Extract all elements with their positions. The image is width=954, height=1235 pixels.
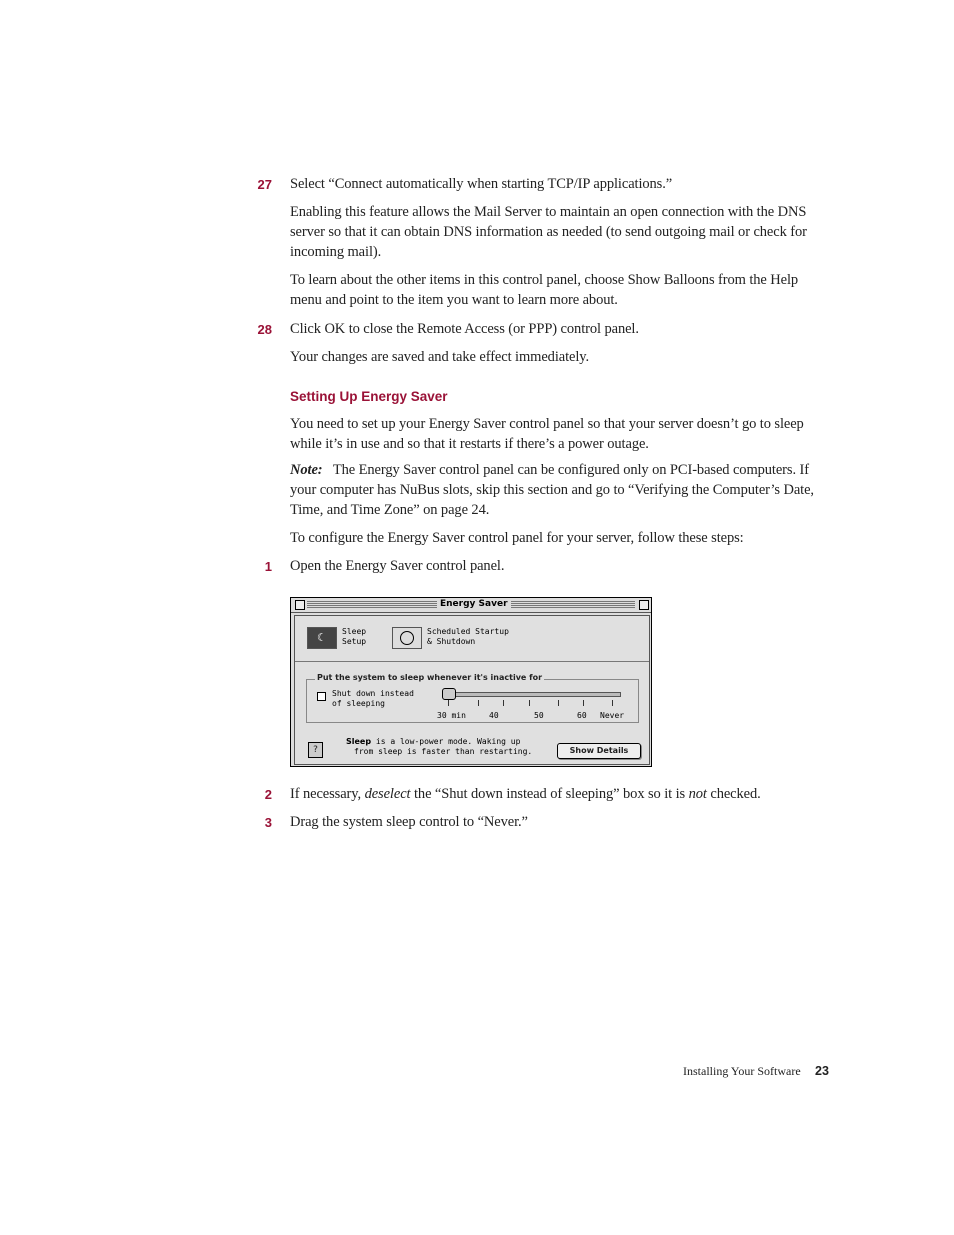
slider-tick [529,700,530,706]
slider-tick [612,700,613,706]
step-number: 27 [257,177,272,192]
paragraph: You need to set up your Energy Saver control panel so that your server doesn’t go to sleep while it’s in use and so that it restarts if there’s a power outage. [290,416,804,452]
slider-label: 60 [577,711,587,720]
note [290,460,830,520]
sleep-slider-track[interactable] [442,692,621,697]
moon-icon: ☾ [317,631,327,644]
slider-tick [478,700,479,706]
slider-tick [503,700,504,706]
slider-label: 40 [489,711,499,720]
show-details-button[interactable]: Show Details [557,743,641,759]
close-box-icon[interactable] [295,600,305,610]
control-panel-body [294,615,650,765]
step-text: Drag the system sleep control to “Never.” [290,814,528,830]
scheduled-startup-label: Scheduled Startup & Shutdown [427,627,509,646]
section-heading: Setting Up Energy Saver [290,389,448,404]
step-number: 2 [264,787,272,802]
slider-tick [558,700,559,706]
shut-down-checkbox[interactable] [317,692,326,701]
help-icon[interactable]: ? [308,742,323,758]
scheduled-startup-tab[interactable] [392,627,422,649]
step-number: 3 [264,815,272,830]
step-text: Click OK to close the Remote Access (or PPP) control panel. [290,321,639,337]
paragraph: To learn about the other items in this control panel, choose Show Balloons from the Help menu and point to the item you want to learn more about. [290,272,799,308]
zoom-box-icon[interactable] [639,600,649,610]
sleep-setup-label: Sleep Setup [342,627,367,646]
slider-tick [583,700,584,706]
title-bar[interactable] [291,598,651,613]
paragraph: To configure the Energy Saver control panel for your server, follow these steps: [290,530,744,546]
clock-icon [400,631,414,645]
step-text: Open the Energy Saver control panel. [290,558,505,574]
slider-label: Never [600,711,625,720]
group-title: Put the system to sleep whenever it's inactive for [317,673,543,682]
slider-tick [448,700,449,706]
paragraph: Enabling this feature allows the Mail Server to maintain an open connection with the DNS server so that it can obtain DNS information as needed (to send outgoing mail or check for incoming mail). [290,204,807,260]
slider-label: 30 min [437,711,466,720]
sleep-group-box [306,673,639,723]
sleep-info-text: Sleep is a low-power mode. Waking up from sleep is faster than restarting. [346,737,533,756]
paragraph: Your changes are saved and take effect immediately. [290,349,590,365]
sleep-slider-thumb[interactable] [442,688,456,700]
sleep-setup-tab[interactable] [307,627,337,649]
page-number: 23 [815,1064,829,1078]
window-title: Energy Saver [437,599,511,609]
step-text: If necessary, deselect the “Shut down instead of sleeping” box so it is not checked. [290,786,761,802]
note-label: Note: [290,462,323,478]
step-number: 1 [264,559,272,574]
divider [295,661,649,662]
slider-label: 50 [534,711,544,720]
step-number: 28 [257,322,272,337]
energy-saver-window [290,597,652,767]
note-text: The Energy Saver control panel can be configured only on PCI-based computers. If your computer has NuBus slots, skip this section and go to “Verifying the Computer’s Date, Time, and Time Zone” on page 24. [290,462,814,518]
footer-text: Installing Your Software [683,1064,801,1078]
step-text: Select “Connect automatically when starting TCP/IP applications.” [290,176,673,192]
shut-down-label: Shut down instead of sleeping [332,689,414,708]
